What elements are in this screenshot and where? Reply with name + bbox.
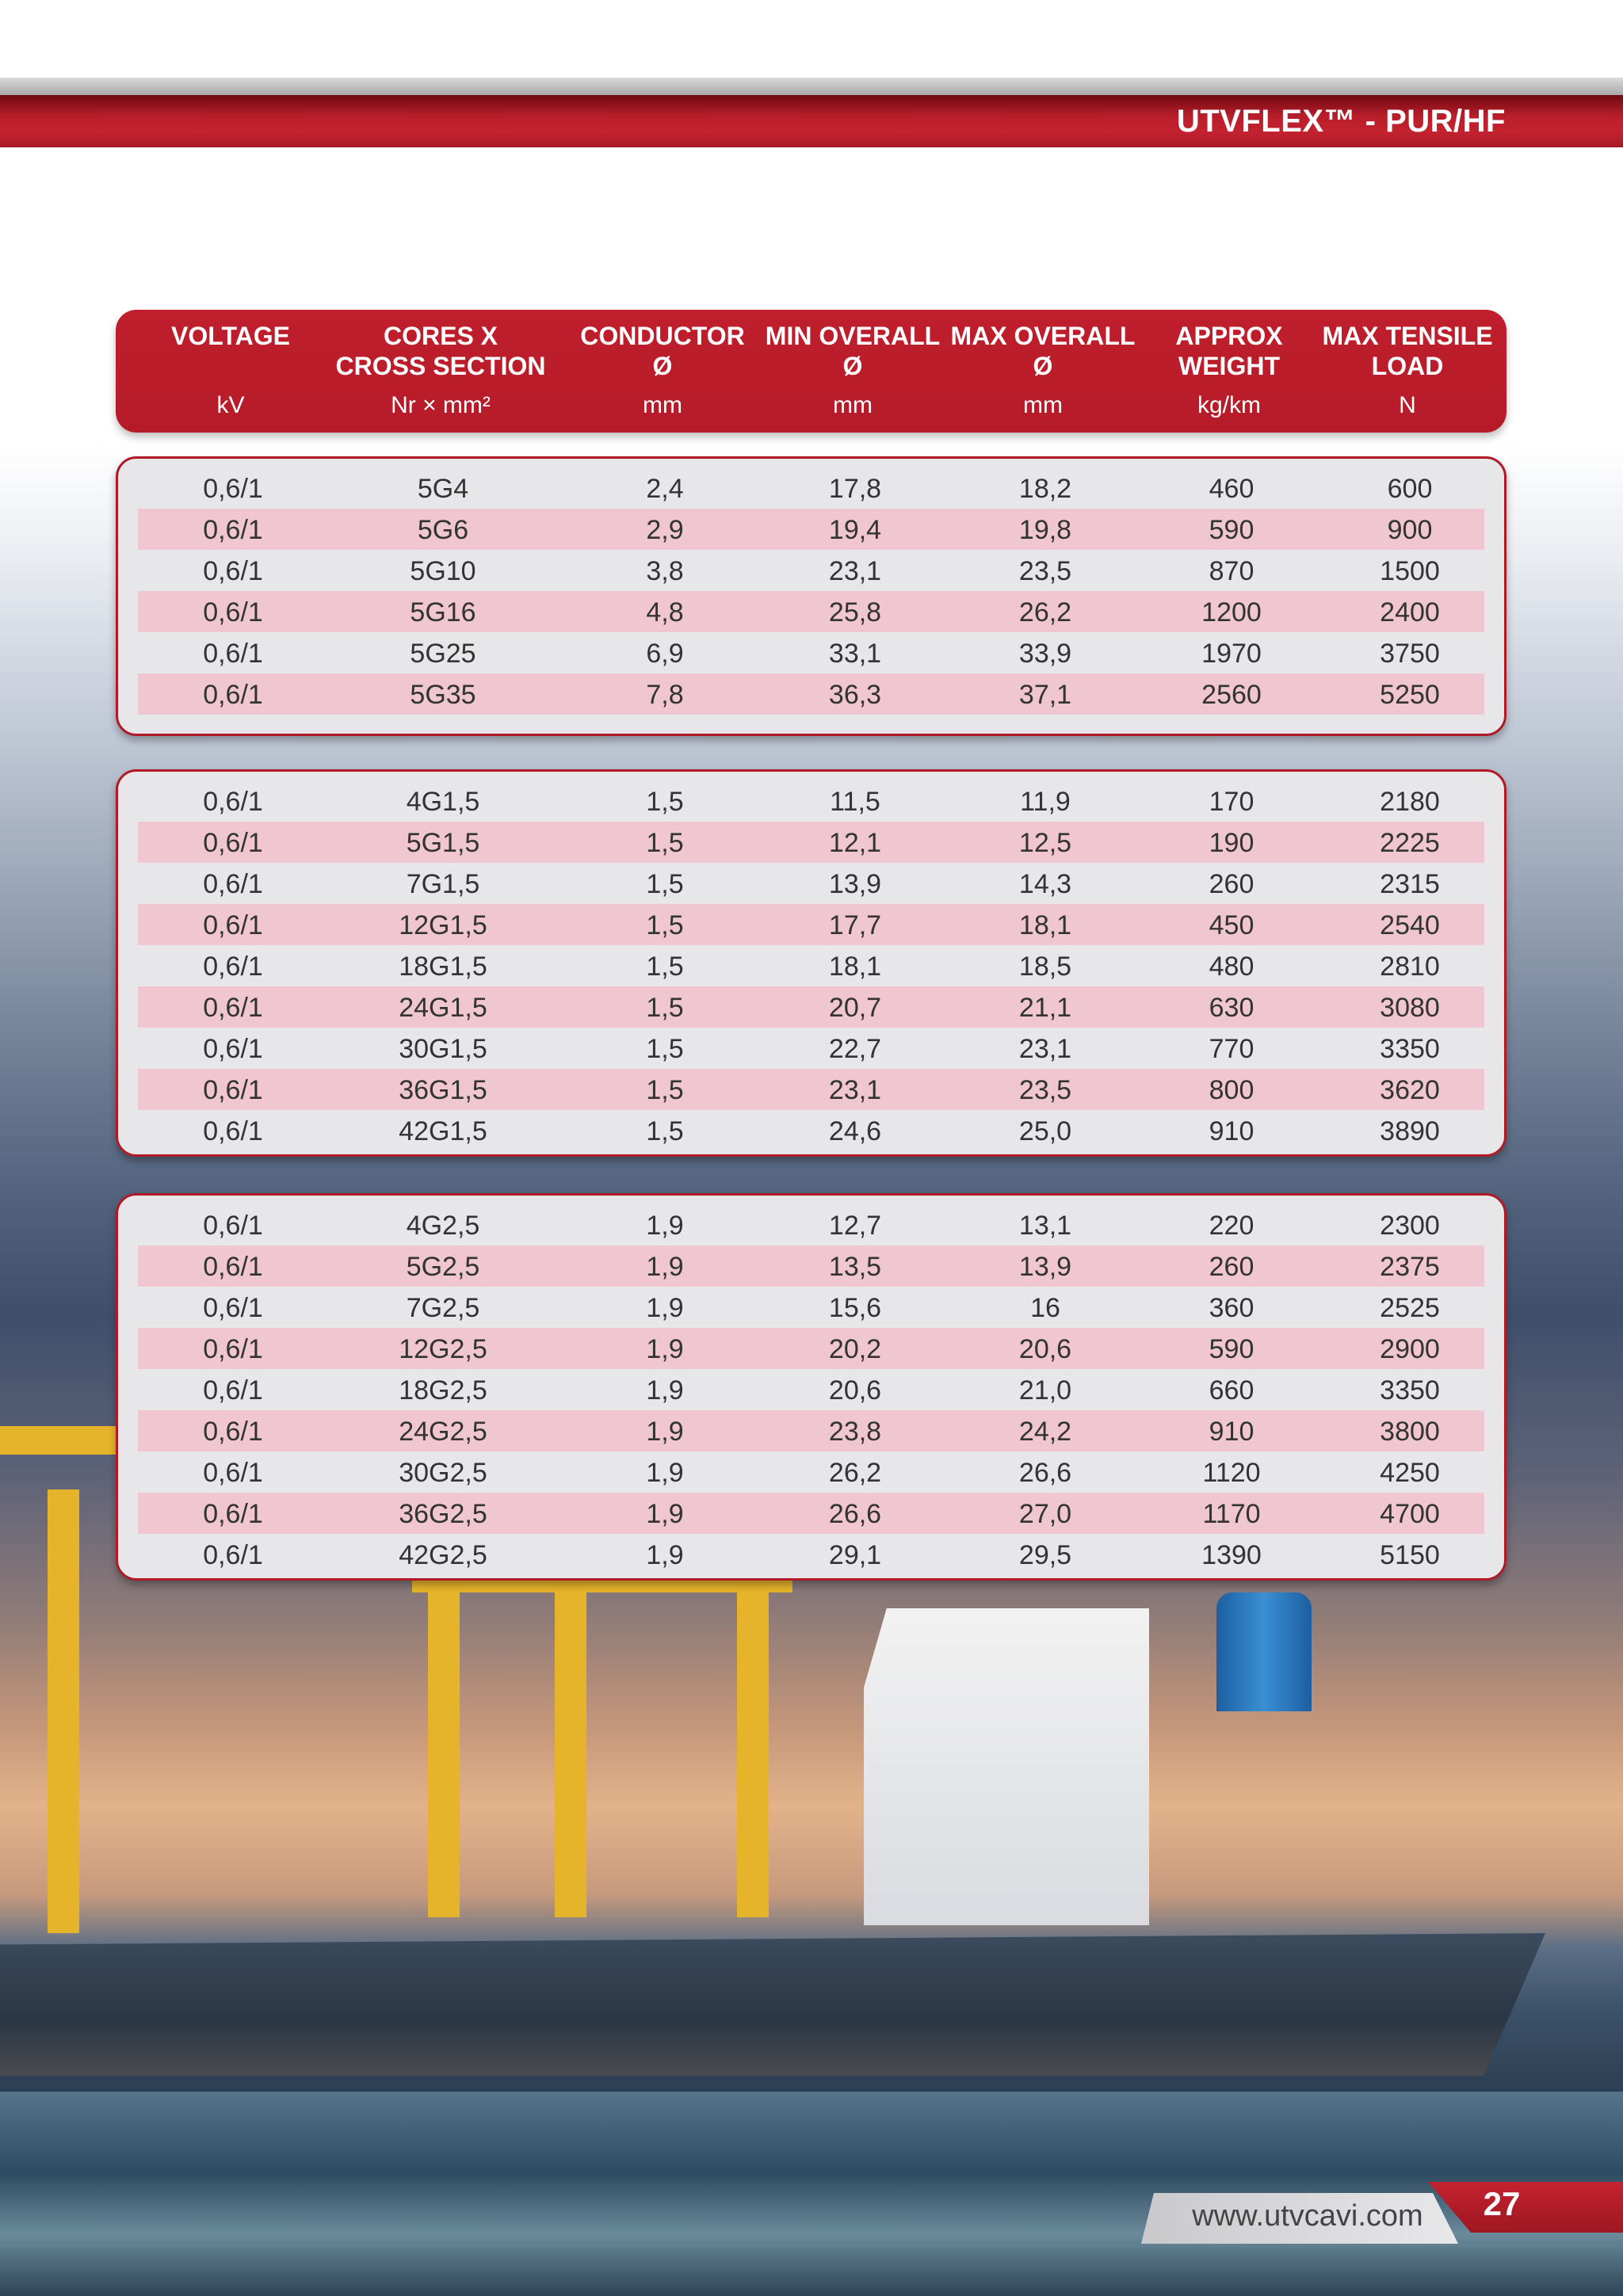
table-row xyxy=(138,1028,1484,1069)
cell-voltage: 0,6/1 xyxy=(203,869,263,899)
cell-weight: 590 xyxy=(1209,515,1254,545)
cell-cores: 18G1,5 xyxy=(399,952,487,982)
cell-tensile: 2180 xyxy=(1380,787,1440,817)
cell-min-overall: 19,4 xyxy=(828,515,882,545)
cell-voltage: 0,6/1 xyxy=(203,639,263,669)
cell-cores: 12G2,5 xyxy=(399,1334,487,1364)
cell-max-overall: 12,5 xyxy=(1018,828,1072,858)
table-row xyxy=(138,1534,1484,1575)
cell-max-overall: 33,9 xyxy=(1018,639,1072,669)
cell-conductor: 1,5 xyxy=(646,1034,684,1064)
table-row xyxy=(138,780,1484,822)
cell-cores: 4G1,5 xyxy=(406,787,480,817)
cell-conductor: 2,4 xyxy=(646,474,684,504)
cell-max-overall: 26,2 xyxy=(1018,597,1072,627)
cell-voltage: 0,6/1 xyxy=(203,1417,263,1447)
cell-weight: 260 xyxy=(1209,1252,1254,1282)
ship-bridge xyxy=(864,1608,1149,1925)
cell-min-overall: 20,6 xyxy=(828,1375,882,1405)
cell-cores: 5G16 xyxy=(410,597,476,627)
table-row xyxy=(138,1245,1484,1287)
cell-max-overall: 23,1 xyxy=(1018,1034,1072,1064)
cell-conductor: 1,9 xyxy=(646,1252,684,1282)
cell-cores: 5G2,5 xyxy=(406,1252,480,1282)
cell-min-overall: 22,7 xyxy=(828,1034,882,1064)
header-voltage: VOLTAGE kV xyxy=(171,322,290,418)
header-cores: CORES X CROSS SECTION Nr × mm² xyxy=(335,322,546,418)
cell-voltage: 0,6/1 xyxy=(203,680,263,710)
cell-voltage: 0,6/1 xyxy=(203,1211,263,1241)
cell-weight: 450 xyxy=(1209,910,1254,940)
cell-voltage: 0,6/1 xyxy=(203,828,263,858)
table-row xyxy=(138,1069,1484,1110)
table-row xyxy=(138,632,1484,673)
table-row xyxy=(138,673,1484,715)
cell-voltage: 0,6/1 xyxy=(203,1458,263,1488)
cell-min-overall: 23,1 xyxy=(828,1075,882,1105)
cell-conductor: 1,9 xyxy=(646,1458,684,1488)
cell-weight: 1970 xyxy=(1201,639,1262,669)
cell-weight: 590 xyxy=(1209,1334,1254,1364)
cell-conductor: 4,8 xyxy=(646,597,684,627)
cell-tensile: 4250 xyxy=(1380,1458,1440,1488)
cell-max-overall: 13,9 xyxy=(1018,1252,1072,1282)
cell-tensile: 900 xyxy=(1387,515,1433,545)
cell-max-overall: 24,2 xyxy=(1018,1417,1072,1447)
cell-tensile: 1500 xyxy=(1380,556,1440,586)
cell-min-overall: 15,6 xyxy=(828,1293,882,1323)
cell-conductor: 2,9 xyxy=(646,515,684,545)
crane-center-leg-a xyxy=(428,1585,460,1917)
cell-tensile: 3350 xyxy=(1380,1034,1440,1064)
cell-min-overall: 11,5 xyxy=(830,787,880,817)
cell-voltage: 0,6/1 xyxy=(203,1499,263,1529)
table-row xyxy=(138,591,1484,632)
cell-max-overall: 29,5 xyxy=(1018,1540,1072,1570)
table-row xyxy=(138,986,1484,1028)
cell-conductor: 1,5 xyxy=(646,787,684,817)
cell-conductor: 1,9 xyxy=(646,1417,684,1447)
cell-voltage: 0,6/1 xyxy=(203,474,263,504)
ship-funnel xyxy=(1216,1592,1312,1711)
cell-max-overall: 37,1 xyxy=(1018,680,1072,710)
cell-weight: 220 xyxy=(1209,1211,1254,1241)
table-row xyxy=(138,1369,1484,1410)
cell-tensile: 2375 xyxy=(1380,1252,1440,1282)
header-min-overall: MIN OVERALL Ø mm xyxy=(765,322,941,418)
cell-min-overall: 23,1 xyxy=(828,556,882,586)
header-tensile: MAX TENSILE LOAD N xyxy=(1322,322,1493,418)
cell-conductor: 3,8 xyxy=(646,556,684,586)
page-number: 27 xyxy=(1483,2185,1521,2222)
cell-conductor: 1,9 xyxy=(646,1293,684,1323)
cell-voltage: 0,6/1 xyxy=(203,556,263,586)
cell-weight: 1170 xyxy=(1202,1499,1261,1529)
table-row xyxy=(138,1204,1484,1245)
cell-tensile: 3080 xyxy=(1380,993,1440,1023)
cell-weight: 170 xyxy=(1209,787,1254,817)
cell-weight: 870 xyxy=(1209,556,1254,586)
cell-conductor: 1,5 xyxy=(646,828,684,858)
cell-conductor: 1,9 xyxy=(646,1211,684,1241)
cell-weight: 800 xyxy=(1209,1075,1254,1105)
cell-tensile: 2300 xyxy=(1380,1211,1440,1241)
cell-min-overall: 29,1 xyxy=(828,1540,882,1570)
table-group-1 xyxy=(116,456,1507,736)
table-row xyxy=(138,904,1484,945)
cell-min-overall: 20,7 xyxy=(828,993,882,1023)
cell-max-overall: 27,0 xyxy=(1018,1499,1072,1529)
cell-weight: 770 xyxy=(1209,1034,1254,1064)
table-row xyxy=(138,1287,1484,1328)
cell-cores: 5G1,5 xyxy=(406,828,480,858)
header-max-overall: MAX OVERALL Ø mm xyxy=(950,322,1136,418)
cell-voltage: 0,6/1 xyxy=(203,1375,263,1405)
cell-min-overall: 25,8 xyxy=(828,597,882,627)
group-rows xyxy=(138,780,1484,1151)
table-row xyxy=(138,945,1484,986)
cell-weight: 460 xyxy=(1209,474,1254,504)
table-row xyxy=(138,863,1484,904)
table-group-2 xyxy=(116,769,1507,1157)
cell-weight: 1200 xyxy=(1201,597,1262,627)
cell-conductor: 1,5 xyxy=(646,1075,684,1105)
cell-min-overall: 13,5 xyxy=(828,1252,882,1282)
cell-tensile: 3800 xyxy=(1380,1417,1440,1447)
cell-cores: 7G1,5 xyxy=(406,869,480,899)
cell-tensile: 2525 xyxy=(1380,1293,1440,1323)
cell-min-overall: 17,7 xyxy=(828,910,882,940)
group-rows xyxy=(138,467,1484,715)
cell-max-overall: 23,5 xyxy=(1018,1075,1072,1105)
cell-max-overall: 20,6 xyxy=(1018,1334,1072,1364)
cell-cores: 42G2,5 xyxy=(399,1540,487,1570)
cell-voltage: 0,6/1 xyxy=(203,1540,263,1570)
ship-hull xyxy=(0,1933,1545,2076)
cell-cores: 5G35 xyxy=(410,680,476,710)
header-weight: APPROX WEIGHT kg/km xyxy=(1175,322,1283,418)
table-row xyxy=(138,1328,1484,1369)
cell-weight: 630 xyxy=(1209,993,1254,1023)
cell-cores: 18G2,5 xyxy=(399,1375,487,1405)
cell-max-overall: 23,5 xyxy=(1018,556,1072,586)
cell-max-overall: 26,6 xyxy=(1018,1458,1072,1488)
cell-tensile: 2225 xyxy=(1380,828,1440,858)
cell-tensile: 2315 xyxy=(1380,869,1440,899)
cell-tensile: 2540 xyxy=(1380,910,1440,940)
cell-max-overall: 16 xyxy=(1030,1293,1060,1323)
cell-conductor: 6,9 xyxy=(646,639,684,669)
cell-cores: 30G1,5 xyxy=(399,1034,487,1064)
cell-weight: 260 xyxy=(1209,869,1254,899)
cell-weight: 190 xyxy=(1209,828,1254,858)
table-row xyxy=(138,550,1484,591)
table-row xyxy=(138,822,1484,863)
cell-cores: 4G2,5 xyxy=(406,1211,480,1241)
cell-max-overall: 11,9 xyxy=(1020,787,1071,817)
cell-tensile: 4700 xyxy=(1380,1499,1440,1529)
cell-min-overall: 23,8 xyxy=(828,1417,882,1447)
cell-min-overall: 13,9 xyxy=(828,869,882,899)
cell-weight: 480 xyxy=(1209,952,1254,982)
table-row xyxy=(138,509,1484,550)
cell-voltage: 0,6/1 xyxy=(203,993,263,1023)
cell-conductor: 1,5 xyxy=(646,993,684,1023)
cell-tensile: 5150 xyxy=(1380,1540,1440,1570)
table-row xyxy=(138,1110,1484,1151)
cell-voltage: 0,6/1 xyxy=(203,1075,263,1105)
cell-cores: 30G2,5 xyxy=(399,1458,487,1488)
cell-conductor: 1,5 xyxy=(646,1116,684,1146)
cell-min-overall: 17,8 xyxy=(828,474,882,504)
cell-max-overall: 18,5 xyxy=(1018,952,1072,982)
cell-voltage: 0,6/1 xyxy=(203,1293,263,1323)
product-title: UTVFLEX™ - PUR/HF xyxy=(1176,104,1506,139)
cell-max-overall: 13,1 xyxy=(1018,1211,1072,1241)
group-rows xyxy=(138,1204,1484,1575)
cell-weight: 910 xyxy=(1209,1417,1254,1447)
cell-max-overall: 19,8 xyxy=(1018,515,1072,545)
cell-conductor: 1,5 xyxy=(646,952,684,982)
cell-min-overall: 18,1 xyxy=(828,952,882,982)
cell-tensile: 2900 xyxy=(1380,1334,1440,1364)
cell-weight: 1390 xyxy=(1201,1540,1262,1570)
cell-min-overall: 24,6 xyxy=(828,1116,882,1146)
cell-cores: 7G2,5 xyxy=(406,1293,480,1323)
cell-tensile: 3350 xyxy=(1380,1375,1440,1405)
cell-conductor: 1,9 xyxy=(646,1334,684,1364)
cell-weight: 910 xyxy=(1209,1116,1254,1146)
table-row xyxy=(138,1451,1484,1493)
cell-voltage: 0,6/1 xyxy=(203,515,263,545)
cell-cores: 5G6 xyxy=(417,515,469,545)
cell-min-overall: 26,6 xyxy=(828,1499,882,1529)
cell-voltage: 0,6/1 xyxy=(203,1034,263,1064)
footer-website-link[interactable]: www.utvcavi.com xyxy=(1192,2199,1423,2233)
table-row xyxy=(138,1410,1484,1451)
cell-max-overall: 21,1 xyxy=(1018,993,1072,1023)
cell-tensile: 3750 xyxy=(1380,639,1440,669)
table-header xyxy=(116,310,1507,433)
cell-weight: 660 xyxy=(1209,1375,1254,1405)
cell-voltage: 0,6/1 xyxy=(203,1116,263,1146)
cell-voltage: 0,6/1 xyxy=(203,952,263,982)
crane-center-leg-c xyxy=(737,1585,769,1917)
cell-conductor: 7,8 xyxy=(646,680,684,710)
cell-tensile: 2810 xyxy=(1380,952,1440,982)
header-conductor: CONDUCTOR Ø mm xyxy=(580,322,745,418)
cell-tensile: 600 xyxy=(1387,474,1433,504)
cell-max-overall: 14,3 xyxy=(1018,869,1072,899)
cell-cores: 5G4 xyxy=(417,474,469,504)
top-grey-stripe xyxy=(0,78,1623,95)
cell-voltage: 0,6/1 xyxy=(203,1252,263,1282)
crane-center-leg-b xyxy=(555,1585,586,1917)
cell-min-overall: 12,1 xyxy=(828,828,882,858)
table-row xyxy=(138,467,1484,509)
cell-min-overall: 20,2 xyxy=(828,1334,882,1364)
cell-conductor: 1,9 xyxy=(646,1499,684,1529)
cell-max-overall: 25,0 xyxy=(1018,1116,1072,1146)
cell-min-overall: 33,1 xyxy=(828,639,882,669)
cell-voltage: 0,6/1 xyxy=(203,910,263,940)
cell-cores: 24G1,5 xyxy=(399,993,487,1023)
cell-cores: 12G1,5 xyxy=(399,910,487,940)
cell-cores: 5G25 xyxy=(410,639,476,669)
cell-tensile: 3620 xyxy=(1380,1075,1440,1105)
cell-max-overall: 18,1 xyxy=(1018,910,1072,940)
cell-cores: 42G1,5 xyxy=(399,1116,487,1146)
cell-cores: 5G10 xyxy=(410,556,476,586)
table-row xyxy=(138,1493,1484,1534)
cell-voltage: 0,6/1 xyxy=(203,597,263,627)
cell-conductor: 1,5 xyxy=(646,910,684,940)
cell-max-overall: 21,0 xyxy=(1018,1375,1072,1405)
crane-left-leg xyxy=(48,1489,79,1933)
cell-weight: 360 xyxy=(1209,1293,1254,1323)
cell-conductor: 1,9 xyxy=(646,1375,684,1405)
cell-tensile: 5250 xyxy=(1380,680,1440,710)
cell-cores: 36G2,5 xyxy=(399,1499,487,1529)
cell-conductor: 1,9 xyxy=(646,1540,684,1570)
cell-min-overall: 36,3 xyxy=(828,680,882,710)
cell-weight: 1120 xyxy=(1202,1458,1261,1488)
cell-tensile: 3890 xyxy=(1380,1116,1440,1146)
table-group-3 xyxy=(116,1193,1507,1581)
cell-weight: 2560 xyxy=(1201,680,1262,710)
cell-voltage: 0,6/1 xyxy=(203,1334,263,1364)
cell-tensile: 2400 xyxy=(1380,597,1440,627)
cell-cores: 36G1,5 xyxy=(399,1075,487,1105)
cell-voltage: 0,6/1 xyxy=(203,787,263,817)
cell-min-overall: 26,2 xyxy=(828,1458,882,1488)
cell-max-overall: 18,2 xyxy=(1018,474,1072,504)
cell-min-overall: 12,7 xyxy=(828,1211,882,1241)
cell-conductor: 1,5 xyxy=(646,869,684,899)
cell-cores: 24G2,5 xyxy=(399,1417,487,1447)
